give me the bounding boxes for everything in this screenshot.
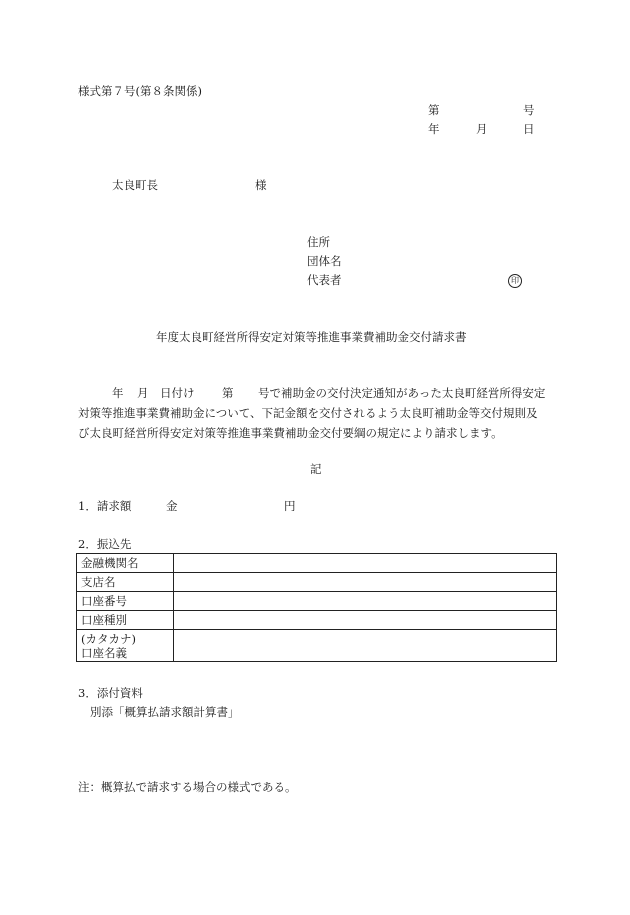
table-row (77, 611, 557, 630)
address-label: 住所 (307, 235, 330, 249)
addressee-honorific: 様 (255, 178, 267, 192)
addressee-name: 太良町長 (112, 178, 158, 192)
header-tsuki: 月 (476, 122, 488, 136)
body-line2: 対策等推進事業費補助金について、下記金額を交付されるよう太良町補助金等交付規則及 (78, 406, 538, 420)
body-dai: 第 (222, 386, 234, 400)
account-type-field[interactable] (174, 611, 557, 630)
body-nen: 年 (112, 386, 124, 400)
account-holder-field[interactable] (174, 630, 557, 662)
header-go: 号 (523, 103, 535, 117)
branch-name-label: 支店名 (77, 573, 174, 592)
account-number-label: 口座番号 (77, 592, 174, 611)
note: 注：概算払で請求する場合の様式である。 (78, 780, 297, 794)
section1-kin: 金 (166, 499, 178, 513)
body-line3: び太良町経営所得安定対策等推進事業費補助金交付要綱の規定により請求します。 (78, 426, 503, 440)
account-type-label: 口座種別 (77, 611, 174, 630)
table-row (77, 630, 557, 662)
section1-yen: 円 (284, 499, 296, 513)
body-line1-rest: 号で補助金の交付決定通知があった太良町経営所得安定 (258, 386, 546, 400)
org-label: 団体名 (307, 254, 342, 268)
ki-heading: 記 (310, 462, 322, 476)
table-row (77, 592, 557, 611)
branch-name-field[interactable] (174, 573, 557, 592)
section1-label: 1．請求額 (78, 499, 132, 513)
section3-item: 別添「概算払請求額計算書」 (90, 705, 240, 719)
account-holder-text: 口座名義 (81, 645, 127, 660)
account-number-field[interactable] (174, 592, 557, 611)
account-holder-label (77, 630, 174, 662)
header-nen: 年 (428, 122, 440, 136)
header-hi: 日 (523, 122, 535, 136)
bank-name-label: 金融機関名 (77, 554, 174, 573)
section2-label: 2．振込先 (78, 537, 132, 551)
body-tsuki: 月 (137, 386, 149, 400)
header-dai: 第 (428, 103, 440, 117)
katakana-note: (カタカナ) (81, 631, 136, 646)
document-title: 年度太良町経営所得安定対策等推進事業費補助金交付請求書 (156, 330, 467, 344)
bank-table (76, 553, 557, 662)
seal-mark: 印 (508, 274, 522, 288)
form-number: 様式第７号(第８条関係) (78, 84, 202, 98)
body-hizuke: 日付け (160, 386, 195, 400)
rep-label: 代表者 (307, 273, 342, 287)
table-row (77, 573, 557, 592)
section3-label: 3．添付資料 (78, 686, 143, 700)
bank-name-field[interactable] (174, 554, 557, 573)
table-row (77, 554, 557, 573)
